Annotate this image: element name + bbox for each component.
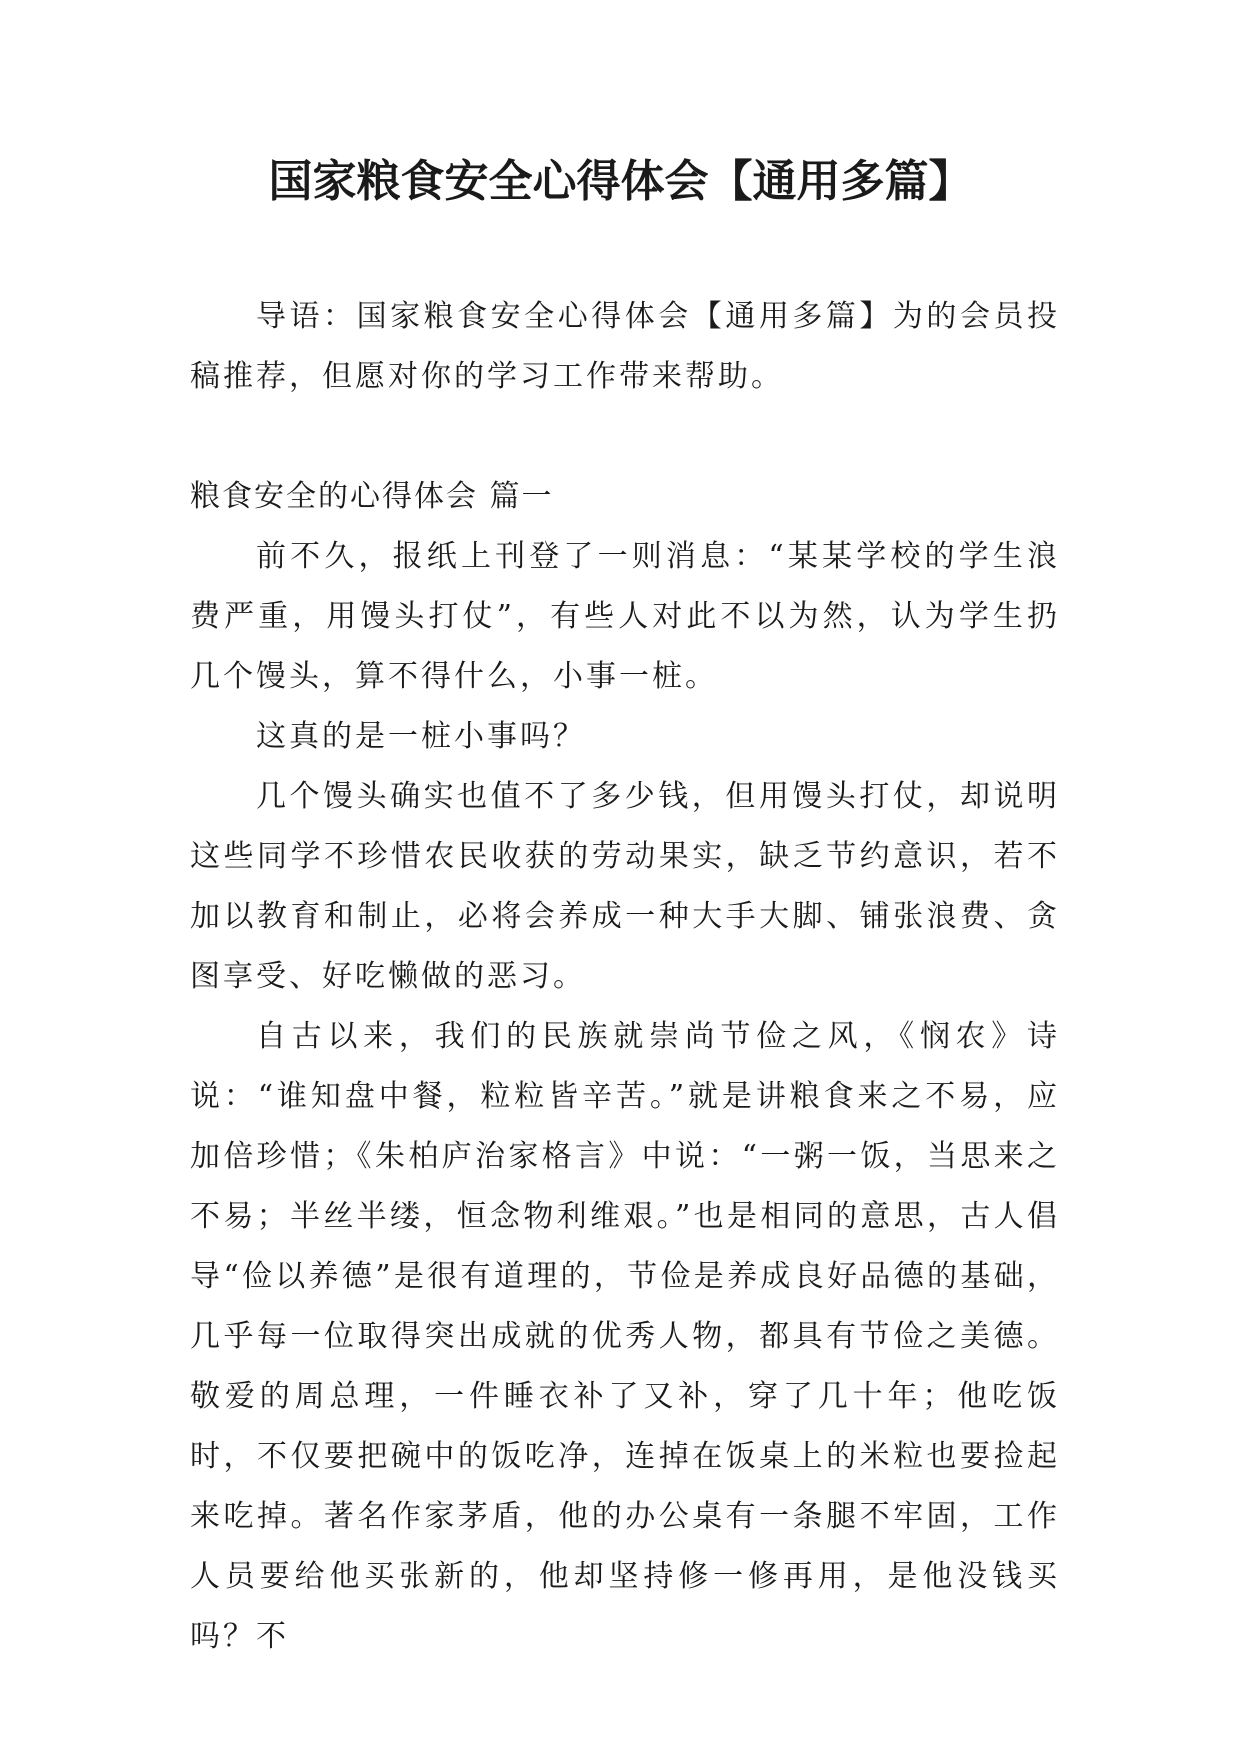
document-body — [190, 287, 1060, 1667]
body-paragraph: 几个馒头确实也值不了多少钱，但用馒头打仗，却说明这些同学不珍惜农民收获的劳动果实，缺乏节约意识，若不加以教育和制止，必将会养成一种大手大脚、铺张浪费、贪图享受、好吃懒做的恶习。 — [190, 779, 1060, 994]
body-paragraph: 自古以来，我们的民族就崇尚节俭之风，《悯农》诗说：“谁知盘中餐，粒粒皆辛苦。”就是讲粮食来之不易，应加倍珍惜；《朱柏庐治家格言》中说：“一粥一饭，当思来之不易；半丝半缕，恒念物利维艰。”也是相同的意思，古人倡导“俭以养德”是很有道理的，节俭是养成良好品德的基础，几乎每一位取得突出成就的优秀人物，都具有节俭之美德。敬爱的周总理，一件睡衣补了又补，穿了几十年；他吃饭时，不仅要把碗中的饭吃净，连掉在饭桌上的米粒也要捡起来吃掉。著名作家茅盾，他的办公桌有一条腿不牢固，工作人员要给他买张新的，他却坚持修一修再用，是他没钱买吗？不 — [190, 1019, 1060, 1654]
body-paragraph: 前不久，报纸上刊登了一则消息：“某某学校的学生浪费严重，用馒头打仗”，有些人对此不以为然，认为学生扔几个馒头，算不得什么，小事一桩。 — [190, 539, 1060, 694]
paragraph-gap — [190, 407, 1060, 467]
body-paragraph: 这真的是一桩小事吗？ — [256, 719, 586, 754]
intro-paragraph: 导语：国家粮食安全心得体会【通用多篇】为的会员投稿推荐，但愿对你的学习工作带来帮助。 — [190, 299, 1060, 394]
section-heading: 粮食安全的心得体会 篇一 — [190, 479, 554, 514]
document-title: 国家粮食安全心得体会【通用多篇】 — [268, 156, 973, 207]
